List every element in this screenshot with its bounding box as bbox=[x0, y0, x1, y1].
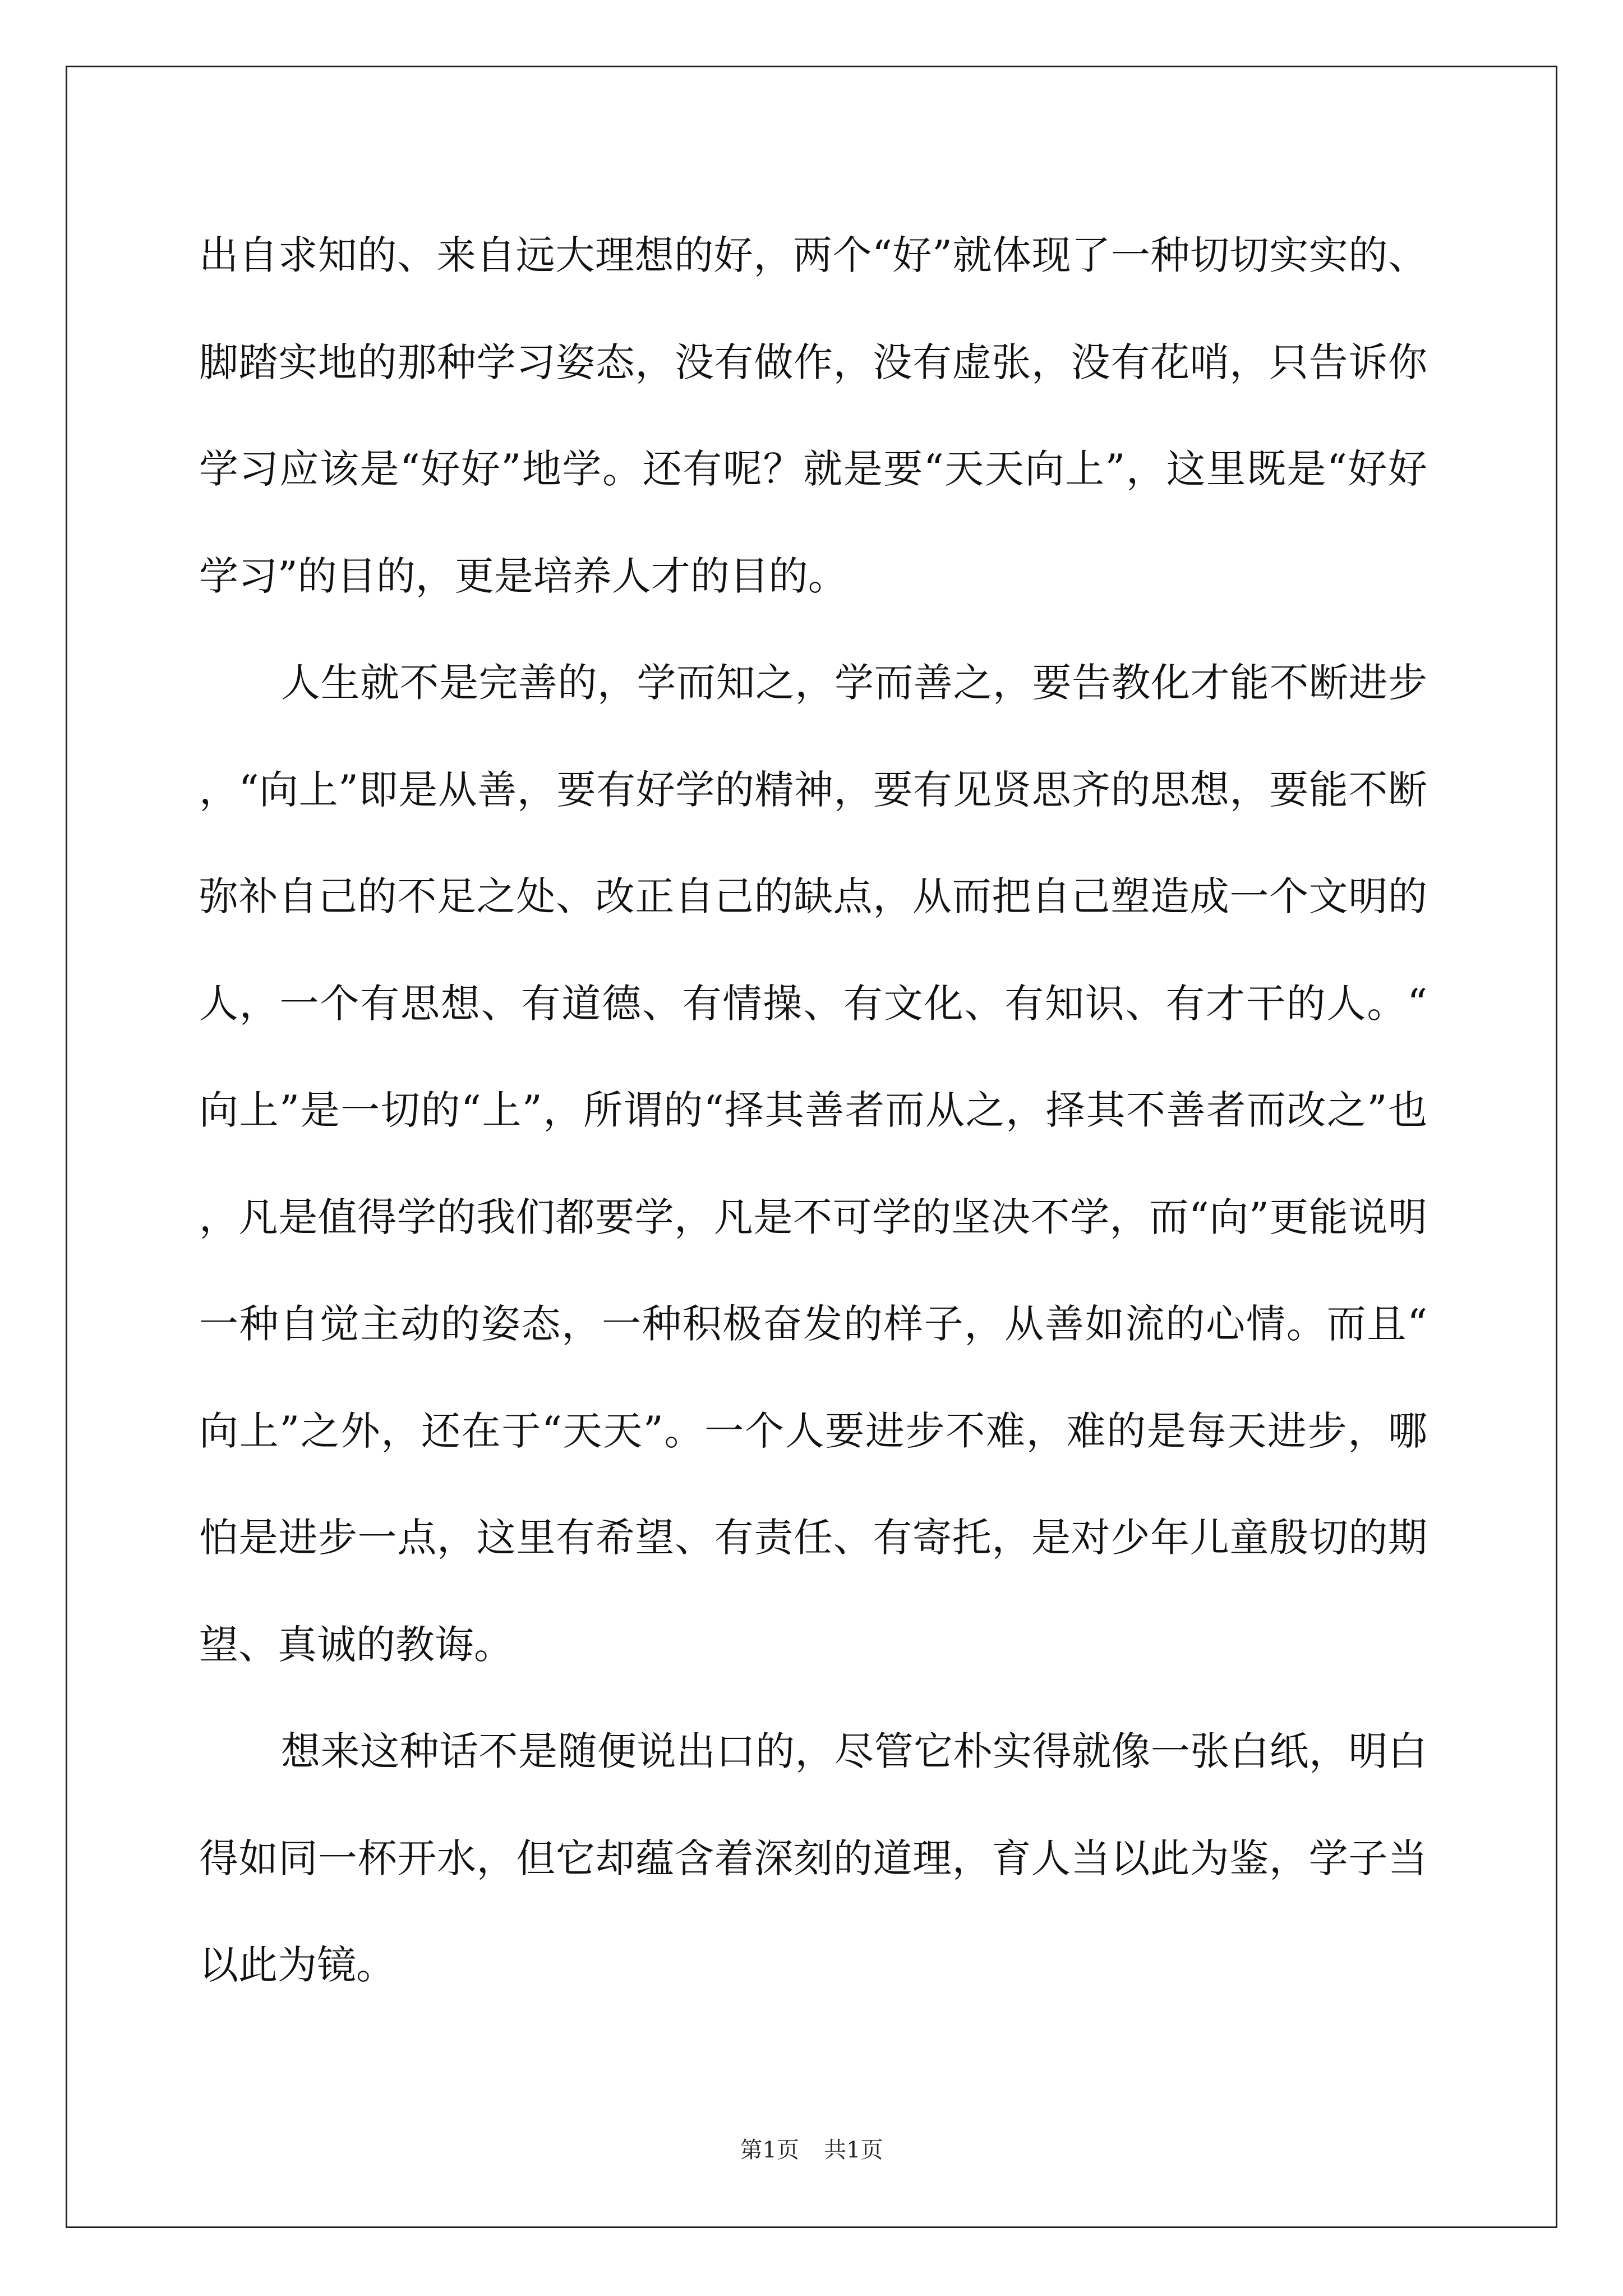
paragraph-1: 出自求知的、来自远大理想的好，两个“好”就体现了一种切切实实的、脚踏实地的那种学习姿态，没有做作，没有虚张，没有花哨，只告诉你学习应该是“好好”地学。还有呢？就是要“天天向上”，这里既是“好好学习”的目的，更是培养人才的目的。 bbox=[199, 232, 1427, 599]
page-footer bbox=[0, 2136, 1623, 2164]
page-number: 第1页 bbox=[740, 2137, 799, 2163]
paragraph-3: 想来这种话不是随便说出口的，尽管它朴实得就像一张白纸，明白得如同一杯开水，但它却蕴含着深刻的道理，育人当以此为鉴，学子当以此为镜。 bbox=[199, 1728, 1427, 1988]
paragraph-2: 人生就不是完善的，学而知之，学而善之，要告教化才能不断进步，“向上”即是从善，要有好学的精神，要有见贤思齐的思想，要能不断弥补自己的不足之处、改正自己的缺点，从而把自己塑造成一个文明的人，一个有思想、有道德、有情操、有文化、有知识、有才干的人。“向上”是一切的“上”，所谓的“择其善者而从之，择其不善者而改之”也，凡是值得学的我们都要学，凡是不可学的坚决不学，而“向”更能说明一种自觉主动的姿态，一种积极奋发的样子，从善如流的心情。而且“向上”之外，还在于“天天”。一个人要进步不难，难的是每天进步，哪怕是进步一点，这里有希望、有责任、有寄托，是对少年儿童殷切的期望、真诚的教诲。 bbox=[199, 660, 1427, 1668]
page-total: 共1页 bbox=[824, 2137, 883, 2163]
document-body bbox=[199, 202, 1427, 2019]
